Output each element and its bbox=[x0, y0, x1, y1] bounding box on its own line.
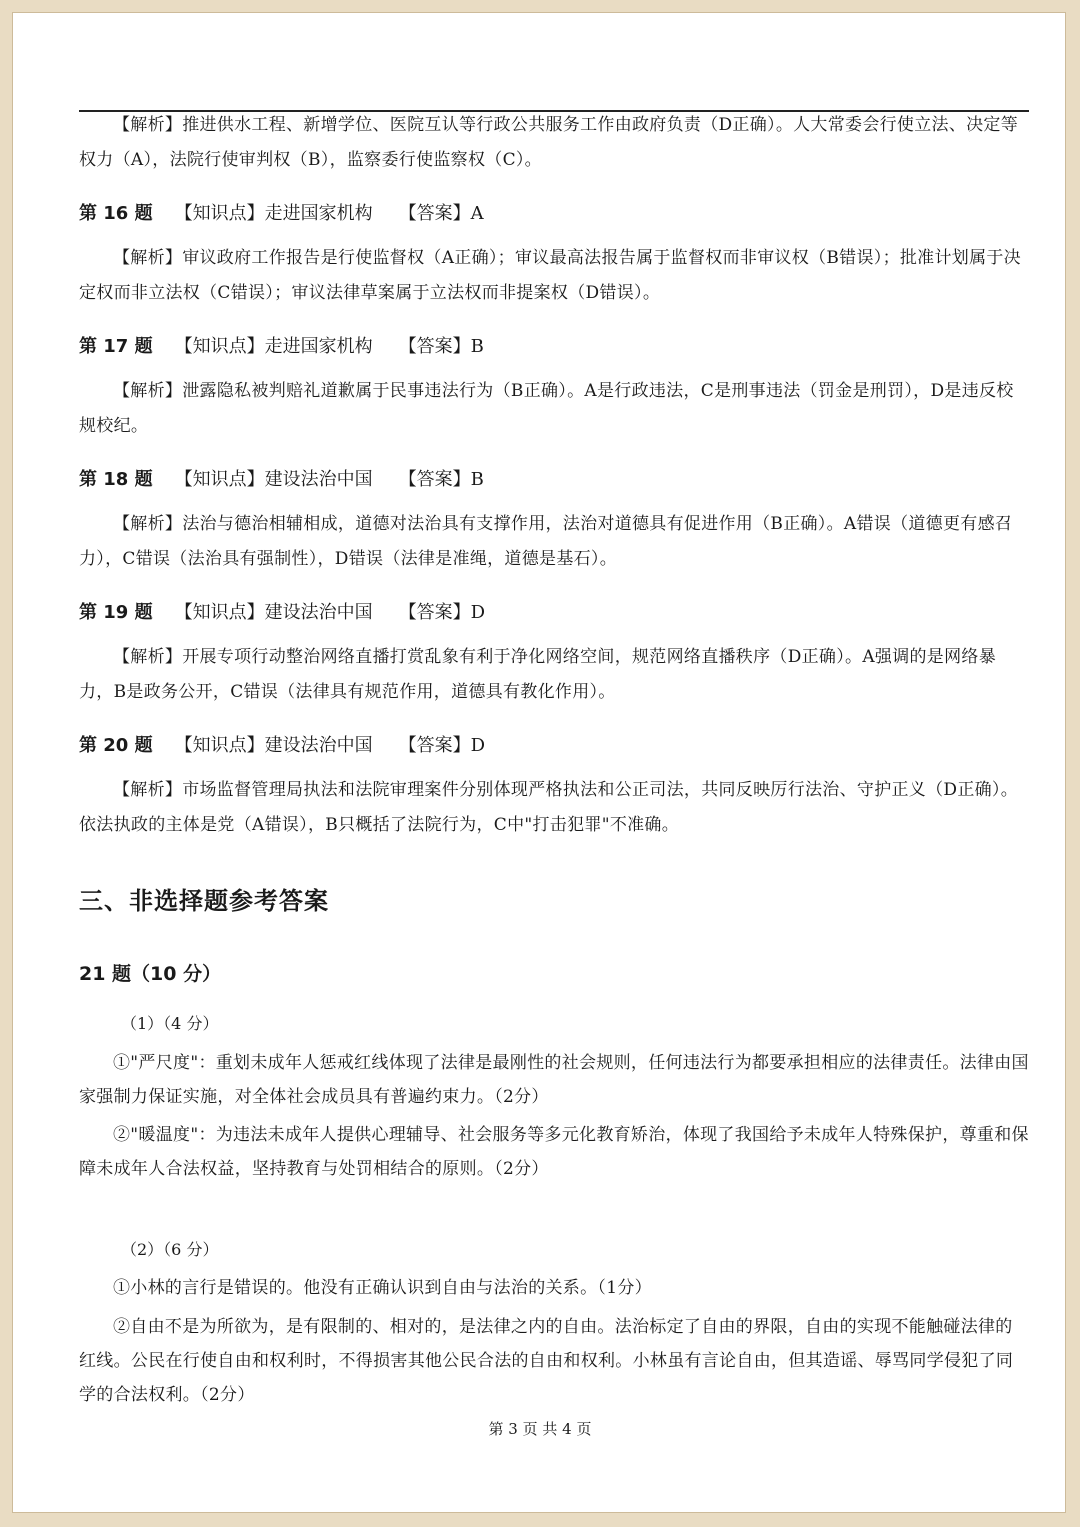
question-18-header bbox=[79, 465, 484, 495]
answer: 【答案】A bbox=[398, 203, 484, 224]
knowledge-point: 【知识点】建设法治中国 bbox=[174, 469, 373, 490]
knowledge-point: 【知识点】走进国家机构 bbox=[174, 336, 373, 357]
knowledge-point: 【知识点】走进国家机构 bbox=[174, 203, 373, 224]
answer: 【答案】B bbox=[398, 336, 484, 357]
q21-part1-point2: ②"暖温度"：为违法未成年人提供心理辅导、社会服务等多元化教育矫治，体现了我国给予未成年人特殊保护，尊重和保障未成年人合法权益，坚持教育与处罚相结合的原则。（2分） bbox=[79, 1125, 1029, 1179]
question-20-header bbox=[79, 731, 485, 761]
q21-part2-label: （2）（6 分） bbox=[121, 1240, 219, 1259]
q21-part2-point1: ①小林的言行是错误的。他没有正确认识到自由与法治的关系。（1分） bbox=[113, 1278, 652, 1298]
answer: 【答案】D bbox=[398, 735, 486, 756]
question-20-analysis: 【解析】市场监督管理局执法和法院审理案件分别体现严格执法和公正司法，共同反映厉行法治、守护正义（D正确）。依法执政的主体是党（A错误），B只概括了法院行为，C中"打击犯罪"不准确。 bbox=[79, 780, 1019, 835]
question-17-analysis: 【解析】泄露隐私被判赔礼道歉属于民事违法行为（B正确）。A是行政违法，C是刑事违法（罚金是刑罚），D是违反校规校纪。 bbox=[79, 381, 1014, 436]
section-title: 三、非选择题参考答案 bbox=[79, 887, 329, 915]
question-19-analysis: 【解析】开展专项行动整治网络直播打赏乱象有利于净化网络空间，规范网络直播秩序（D正确）。A强调的是网络暴力，B是政务公开，C错误（法律具有规范作用，道德具有教化作用）。 bbox=[79, 647, 997, 702]
question-17-header bbox=[79, 332, 484, 362]
knowledge-point: 【知识点】建设法治中国 bbox=[174, 602, 373, 623]
question-21-title: 21 题（10 分） bbox=[79, 963, 222, 985]
answer: 【答案】D bbox=[398, 602, 486, 623]
document-page bbox=[12, 12, 1066, 1513]
q21-part1-label: （1）（4 分） bbox=[121, 1014, 219, 1033]
question-number: 第 17 题 bbox=[79, 336, 153, 357]
knowledge-point: 【知识点】建设法治中国 bbox=[174, 735, 373, 756]
page-footer: 第 3 页 共 4 页 bbox=[488, 1420, 592, 1438]
q21-part1-point1: ①"严尺度"：重划未成年人惩戒红线体现了法律是最刚性的社会规则，任何违法行为都要承担相应的法律责任。法律由国家强制力保证实施，对全体社会成员具有普遍约束力。（2分） bbox=[79, 1053, 1029, 1107]
question-19-header bbox=[79, 598, 485, 628]
question-number: 第 16 题 bbox=[79, 203, 153, 224]
question-16-analysis: 【解析】审议政府工作报告是行使监督权（A正确）；审议最高法报告属于监督权而非审议权（B错误）；批准计划属于决定权而非立法权（C错误）；审议法律草案属于立法权而非提案权（D错误）。 bbox=[79, 248, 1021, 303]
question-18-analysis: 【解析】法治与德治相辅相成，道德对法治具有支撑作用，法治对道德具有促进作用（B正确）。A错误（道德更有感召力），C错误（法治具有强制性），D错误（法律是准绳，道德是基石）。 bbox=[79, 514, 1013, 569]
question-number: 第 20 题 bbox=[79, 735, 153, 756]
question-16-header bbox=[79, 199, 484, 229]
question-number: 第 18 题 bbox=[79, 469, 153, 490]
answer: 【答案】B bbox=[398, 469, 484, 490]
intro-analysis: 【解析】推进供水工程、新增学位、医院互认等行政公共服务工作由政府负责（D正确）。人大常委会行使立法、决定等权力（A），法院行使审判权（B），监察委行使监察权（C）。 bbox=[79, 115, 1019, 170]
q21-part2-point2: ②自由不是为所欲为，是有限制的、相对的，是法律之内的自由。法治标定了自由的界限，自由的实现不能触碰法律的红线。公民在行使自由和权利时，不得损害其他公民合法的自由和权利。小林虽有言论自由，但其造谣、辱骂同学侵犯了同学的合法权利。（2分） bbox=[79, 1317, 1014, 1405]
question-number: 第 19 题 bbox=[79, 602, 153, 623]
